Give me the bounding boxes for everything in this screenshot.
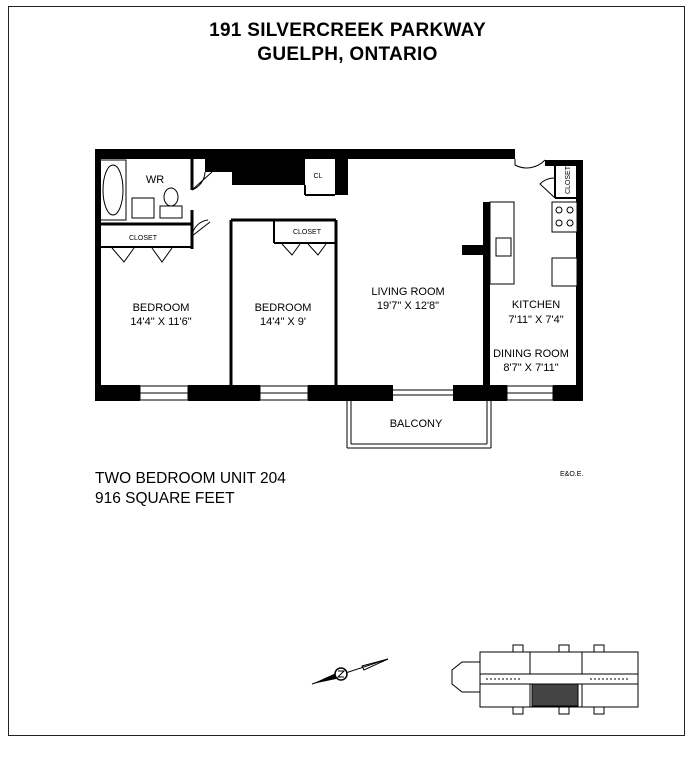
room-label-wr: WR (145, 174, 165, 186)
room-label-closet-bed1: CLOSET (128, 235, 158, 242)
room-label-balcony: BALCONY (389, 418, 443, 430)
unit-highlight (532, 684, 578, 706)
room-label-bedroom-1: BEDROOM (132, 302, 190, 314)
room-label-closet-kitchen: CLOSET (565, 165, 572, 195)
room-label-living-room: LIVING ROOM (371, 286, 445, 298)
toilet-icon (164, 188, 178, 206)
fridge-icon (552, 258, 577, 286)
room-label-closet-bed2: CLOSET (292, 229, 322, 236)
toilet-tank-icon (160, 206, 182, 218)
room-size-dining-room: 8'7" X 7'11" (503, 362, 559, 374)
address-line-1: 191 SILVERCREEK PARKWAY (209, 20, 486, 41)
unit-name: TWO BEDROOM UNIT 204 (95, 470, 286, 487)
room-label-kitchen: KITCHEN (511, 299, 561, 311)
room-size-living-room: 19'7" X 12'8" (376, 300, 440, 312)
washroom-fixtures (100, 160, 182, 220)
disclaimer: E&O.E. (560, 471, 584, 478)
room-label-cl: CL (313, 173, 323, 180)
sink-icon (132, 198, 154, 218)
stove-icon (552, 202, 577, 232)
compass-icon (312, 659, 388, 684)
room-size-kitchen: 7'11" X 7'4" (508, 314, 564, 326)
key-plan (452, 645, 638, 714)
room-label-bedroom-2: BEDROOM (254, 302, 312, 314)
address-line-2: GUELPH, ONTARIO (257, 44, 438, 65)
bathtub-icon (100, 160, 126, 220)
room-label-dining-room: DINING ROOM (493, 348, 569, 360)
room-size-bedroom-1: 14'4" X 11'6" (130, 316, 192, 328)
room-size-bedroom-2: 14'4" X 9' (259, 316, 307, 328)
unit-area: 916 SQUARE FEET (95, 490, 235, 507)
